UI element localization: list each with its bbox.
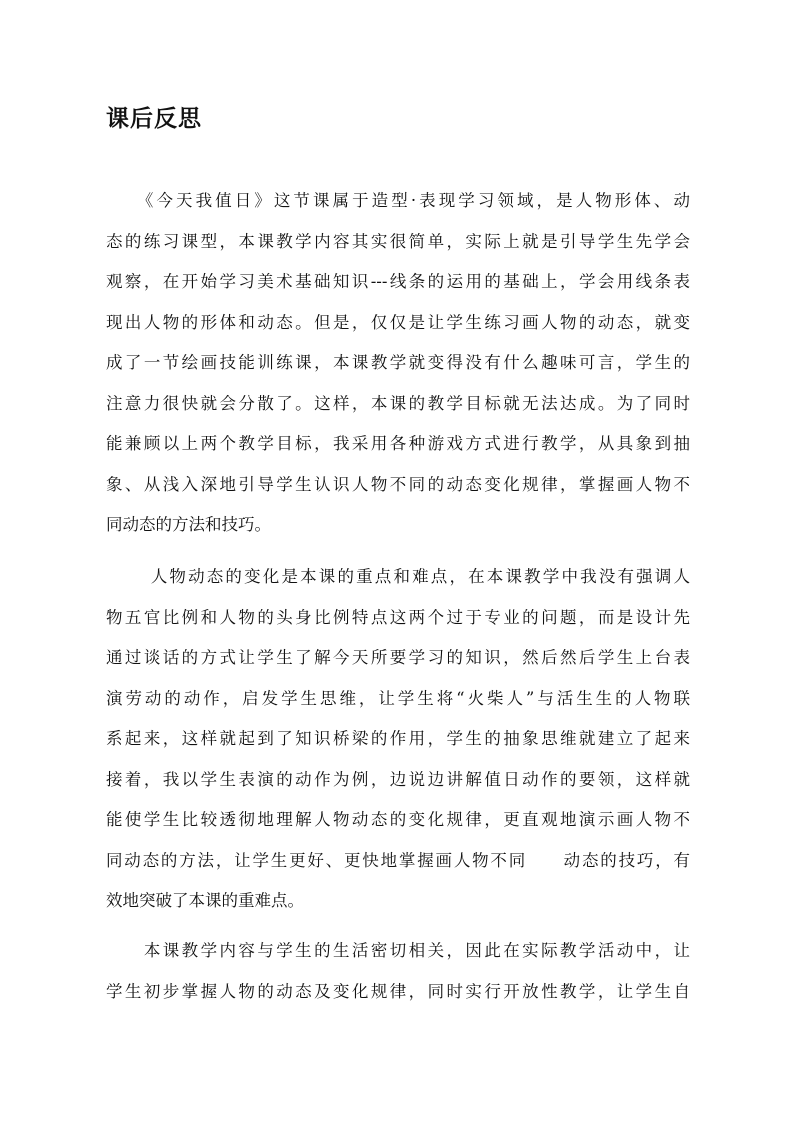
text-line: 物五官比例和人物的头身比例特点这两个过于专业的问题，而是设计先	[106, 607, 690, 627]
text-line: 《今天我值日》这节课属于造型·表现学习领域，是人物形体、动	[106, 191, 690, 210]
text-line: 能使学生比较透彻地理解人物动态的变化规律，更直观地演示画人物不	[106, 810, 690, 829]
text-line: 现出人物的形体和动态。但是，仅仅是让学生练习画人物的动态，就变	[106, 312, 690, 332]
text-line: 演劳动的动作，启发学生思维，让学生将“火柴人”与活生生的人物联	[106, 688, 690, 708]
text-line: 观察，在开始学习美术基础知识---线条的运用的基础上，学会用线条表	[106, 272, 690, 291]
text-line: 学生初步掌握人物的动态及变化规律，同时实行开放性教学，让学生自	[106, 981, 690, 1001]
page-title: 课后反思	[106, 105, 202, 132]
text-line: 同动态的方法，让学生更好、更快地掌握画人物不同 动态的技巧，有	[106, 850, 690, 870]
text-line: 效地突破了本课的重难点。	[106, 891, 304, 910]
paragraph-2	[106, 557, 690, 922]
text-line: 注意力很快就会分散了。这样，本课的教学目标就无法达成。为了同时	[106, 393, 690, 413]
paragraph-3	[106, 931, 690, 1012]
text-line: 接着，我以学生表演的动作为例，边说边讲解值日动作的要领，这样就	[106, 769, 690, 789]
text-line: 能兼顾以上两个教学目标，我采用各种游戏方式进行教学，从具象到抽	[106, 434, 690, 453]
text-line: 本课教学内容与学生的生活密切相关，因此在实际教学活动中，让	[106, 941, 690, 960]
text-line: 成了一节绘画技能训练课，本课教学就变得没有什么趣味可言，学生的	[106, 353, 690, 372]
text-line: 人物动态的变化是本课的重点和难点，在本课教学中我没有强调人	[106, 567, 690, 586]
text-line: 通过谈话的方式让学生了解今天所要学习的知识，然后然后学生上台表	[106, 648, 690, 667]
text-line: 象、从浅入深地引导学生认识人物不同的动态变化规律，掌握画人物不	[106, 474, 690, 494]
paragraph-1	[106, 181, 690, 546]
text-line: 同动态的方法和技巧。	[106, 515, 271, 534]
text-line: 系起来，这样就起到了知识桥梁的作用，学生的抽象思维就建立了起来	[106, 729, 690, 748]
text-line: 态的练习课型，本课教学内容其实很简单，实际上就是引导学生先学会	[106, 231, 690, 251]
